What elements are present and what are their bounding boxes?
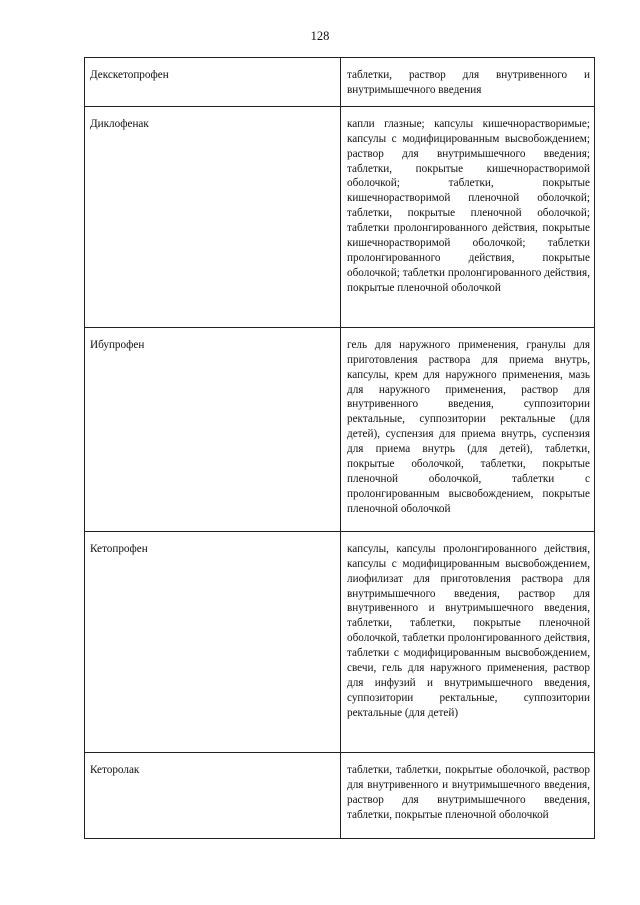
dosage-forms-cell: капсулы, капсулы пролонгированного действия, капсулы с модифицированным высвобождением, лиофилизат для приготовления раствора для внутримышечного введения, раствор для внутривенного и внутримышечного введения, таблетки, таблетки, покрытые пленочной оболочкой, таблетки пролонгированного действия, таблетки с модифицированным высвобождением, свечи, гель для наружного применения, раствор для инфузий и внутримышечного введения, суппозитории ректальные, суппозитории ректальные (для детей) bbox=[341, 531, 595, 752]
table-row bbox=[85, 752, 595, 838]
drug-name-cell: Кеторолак bbox=[85, 752, 341, 838]
table-row bbox=[85, 531, 595, 752]
drug-name-cell: Диклофенак bbox=[85, 106, 341, 327]
drug-name-cell: Декскетопрофен bbox=[85, 58, 341, 107]
dosage-forms-cell: таблетки, раствор для внутривенного и внутримышечного введения bbox=[341, 58, 595, 107]
dosage-forms-cell: капли глазные; капсулы кишечнорастворимые; капсулы с модифицированным высвобождением; раствор для внутримышечного введения; таблетки, покрытые кишечнорастворимой оболочкой; таблетки, покрытые кишечнорастворимой пленочной оболочкой; таблетки, покрытые пленочной оболочкой; таблетки пролонгированного действия, покрытые кишечнорастворимой оболочкой; таблетки пролонгированного действия, покрытые оболочкой; таблетки пролонгированного действия, покрытые пленочной оболочкой bbox=[341, 106, 595, 327]
dosage-forms-cell: гель для наружного применения, гранулы для приготовления раствора для приема внутрь, капсулы, крем для наружного применения, мазь для наружного применения, раствор для внутривенного введения, суппозитории ректальные, суппозитории ректальные (для детей), суспензия для приема внутрь, суспензия для приема внутрь (для детей), таблетки, покрытые оболочкой, таблетки, покрытые пленочной оболочкой, таблетки с пролонгированным высвобождением, покрытые пленочной оболочкой bbox=[341, 327, 595, 531]
drug-name-cell: Ибупрофен bbox=[85, 327, 341, 531]
page-number: 128 bbox=[310, 29, 330, 43]
table-row bbox=[85, 106, 595, 327]
table-row bbox=[85, 327, 595, 531]
drug-name-cell: Кетопрофен bbox=[85, 531, 341, 752]
drug-table bbox=[84, 57, 595, 839]
dosage-forms-cell: таблетки, таблетки, покрытые оболочкой, раствор для внутривенного и внутримышечного введения, раствор для внутримышечного введения, таблетки, покрытые пленочной оболочкой bbox=[341, 752, 595, 838]
table-row bbox=[85, 58, 595, 107]
